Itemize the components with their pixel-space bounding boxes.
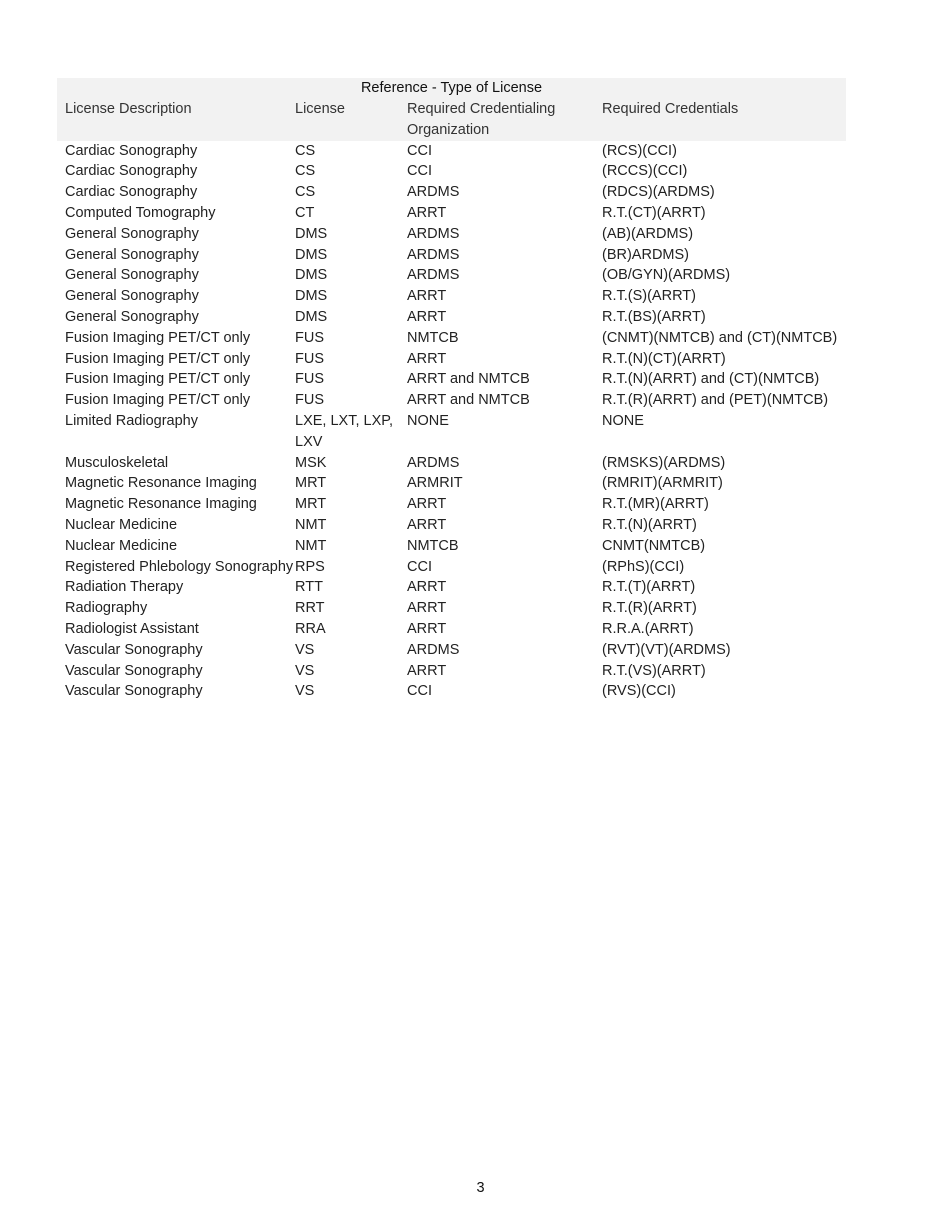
table-row <box>57 536 846 557</box>
cell-description: Radiography <box>65 600 148 617</box>
cell-description: Vascular Sonography <box>65 641 203 658</box>
table-row <box>57 598 846 619</box>
cell-credentials: R.T.(VS)(ARRT) <box>602 662 706 679</box>
cell-license: MRT <box>295 475 327 492</box>
cell-description: General Sonography <box>65 308 199 325</box>
cell-license: VS <box>295 641 315 658</box>
cell-license: FUS <box>295 392 324 409</box>
table-row <box>57 307 846 328</box>
table-row <box>57 661 846 682</box>
cell-credentials: R.R.A.(ARRT) <box>602 620 694 637</box>
cell-organization: ARRT <box>407 350 447 367</box>
column-header-row <box>57 99 846 141</box>
cell-credentials: R.T.(CT)(ARRT) <box>602 204 706 221</box>
cell-credentials: (RVS)(CCI) <box>602 683 676 700</box>
table-row <box>57 640 846 661</box>
cell-license: DMS <box>295 288 328 305</box>
cell-organization: ARRT <box>407 516 447 533</box>
cell-organization: CCI <box>407 163 432 180</box>
cell-license: VS <box>295 683 315 700</box>
cell-credentials: (RVT)(VT)(ARDMS) <box>602 641 731 658</box>
table-row <box>57 494 846 515</box>
cell-description: Fusion Imaging PET/CT only <box>65 350 251 367</box>
cell-organization: ARRT and NMTCB <box>407 392 530 409</box>
cell-credentials: (RMSKS)(ARDMS) <box>602 454 726 471</box>
cell-description: Radiologist Assistant <box>65 620 199 637</box>
cell-description: Registered Phlebology Sonography <box>65 558 294 575</box>
cell-credentials: R.T.(N)(ARRT) <box>602 516 697 533</box>
cell-credentials: R.T.(T)(ARRT) <box>602 579 696 596</box>
cell-organization: ARRT <box>407 288 447 305</box>
table-row <box>57 515 846 536</box>
cell-organization: CCI <box>407 142 432 159</box>
cell-description: General Sonography <box>65 225 199 242</box>
cell-description: Radiation Therapy <box>65 579 184 596</box>
cell-description: Fusion Imaging PET/CT only <box>65 329 251 346</box>
cell-organization: ARDMS <box>407 454 460 471</box>
cell-credentials: (CNMT)(NMTCB) and (CT)(NMTCB) <box>602 329 838 346</box>
cell-description: Vascular Sonography <box>65 662 203 679</box>
cell-organization: NMTCB <box>407 537 459 554</box>
table-row <box>57 245 846 266</box>
cell-license: CS <box>295 163 316 180</box>
cell-credentials: (RDCS)(ARDMS) <box>602 184 715 201</box>
table-title: Reference - Type of License <box>360 80 543 96</box>
cell-license: MRT <box>295 496 327 513</box>
cell-license: FUS <box>295 329 324 346</box>
cell-license: NMT <box>295 537 327 554</box>
cell-organization: ARDMS <box>407 641 460 658</box>
cell-organization: ARRT <box>407 620 447 637</box>
cell-description: General Sonography <box>65 267 199 284</box>
table-row <box>57 577 846 598</box>
table-row <box>57 349 846 370</box>
cell-credentials: NONE <box>602 412 644 429</box>
cell-description: Nuclear Medicine <box>65 516 178 533</box>
cell-license: FUS <box>295 350 324 367</box>
cell-license: CT <box>295 204 315 221</box>
cell-organization: ARRT <box>407 662 447 679</box>
table-body <box>57 141 846 703</box>
license-reference-table <box>57 78 846 702</box>
table-row <box>57 161 846 182</box>
cell-organization: ARRT and NMTCB <box>407 371 530 388</box>
cell-organization: ARDMS <box>407 225 460 242</box>
column-header-organization: Required Credentialing Organization <box>407 101 556 138</box>
cell-credentials: R.T.(BS)(ARRT) <box>602 308 706 325</box>
page-number: 3 <box>476 1180 485 1196</box>
cell-organization: ARRT <box>407 308 447 325</box>
cell-description: Cardiac Sonography <box>65 142 198 159</box>
cell-description: Fusion Imaging PET/CT only <box>65 371 251 388</box>
table-row <box>57 453 846 474</box>
cell-organization: ARMRIT <box>407 475 463 492</box>
table-row <box>57 557 846 578</box>
table-row <box>57 369 846 390</box>
table-row <box>57 473 846 494</box>
table-row <box>57 265 846 286</box>
column-header-credentials: Required Credentials <box>602 101 739 117</box>
cell-description: Limited Radiography <box>65 412 198 429</box>
cell-credentials: R.T.(N)(ARRT) and (CT)(NMTCB) <box>602 371 820 388</box>
column-header-description: License Description <box>65 101 192 117</box>
cell-organization: ARDMS <box>407 184 460 201</box>
cell-credentials: (RCCS)(CCI) <box>602 163 688 180</box>
cell-credentials: CNMT(NMTCB) <box>602 537 706 554</box>
cell-description: Cardiac Sonography <box>65 184 198 201</box>
cell-license: NMT <box>295 516 327 533</box>
cell-credentials: (OB/GYN)(ARDMS) <box>602 267 731 284</box>
cell-license: DMS <box>295 308 328 325</box>
cell-credentials: R.T.(R)(ARRT) <box>602 600 697 617</box>
cell-license: LXE, LXT, LXP, LXV <box>295 412 394 450</box>
cell-license: DMS <box>295 267 328 284</box>
cell-credentials: (RCS)(CCI) <box>602 142 677 159</box>
cell-license: MSK <box>295 454 327 471</box>
cell-credentials: R.T.(S)(ARRT) <box>602 288 696 305</box>
cell-license: RPS <box>295 558 325 575</box>
cell-description: General Sonography <box>65 246 199 263</box>
cell-credentials: (RMRIT)(ARMRIT) <box>602 475 723 492</box>
cell-license: DMS <box>295 225 328 242</box>
cell-description: Magnetic Resonance Imaging <box>65 496 257 513</box>
cell-license: VS <box>295 662 315 679</box>
table-row <box>57 224 846 245</box>
table-row <box>57 141 846 162</box>
cell-organization: NMTCB <box>407 329 459 346</box>
table-header <box>57 78 846 141</box>
cell-organization: ARRT <box>407 204 447 221</box>
cell-description: Vascular Sonography <box>65 683 203 700</box>
table-row <box>57 681 846 702</box>
cell-description: General Sonography <box>65 288 199 305</box>
cell-license: RRA <box>295 620 326 637</box>
cell-description: Cardiac Sonography <box>65 163 198 180</box>
table-row <box>57 286 846 307</box>
column-header-license: License <box>295 101 345 117</box>
cell-credentials: (AB)(ARDMS) <box>602 225 694 242</box>
cell-organization: CCI <box>407 558 432 575</box>
table-row <box>57 411 846 453</box>
cell-description: Computed Tomography <box>65 204 216 221</box>
cell-organization: ARDMS <box>407 246 460 263</box>
cell-organization: CCI <box>407 683 432 700</box>
table-row <box>57 390 846 411</box>
cell-credentials: R.T.(MR)(ARRT) <box>602 496 709 513</box>
cell-credentials: (BR)ARDMS) <box>602 246 689 263</box>
cell-credentials: R.T.(R)(ARRT) and (PET)(NMTCB) <box>602 392 829 409</box>
table-row <box>57 619 846 640</box>
cell-description: Fusion Imaging PET/CT only <box>65 392 251 409</box>
cell-description: Nuclear Medicine <box>65 537 178 554</box>
table-row <box>57 182 846 203</box>
cell-organization: ARRT <box>407 600 447 617</box>
cell-credentials: (RPhS)(CCI) <box>602 558 685 575</box>
cell-license: FUS <box>295 371 324 388</box>
cell-license: RRT <box>295 600 325 617</box>
table-row <box>57 203 846 224</box>
cell-organization: ARRT <box>407 496 447 513</box>
cell-credentials: R.T.(N)(CT)(ARRT) <box>602 350 726 367</box>
cell-license: RTT <box>295 579 323 596</box>
cell-organization: ARRT <box>407 579 447 596</box>
cell-organization: NONE <box>407 412 449 429</box>
cell-description: Magnetic Resonance Imaging <box>65 475 257 492</box>
table-row <box>57 328 846 349</box>
cell-license: CS <box>295 142 316 159</box>
cell-description: Musculoskeletal <box>65 454 169 471</box>
cell-license: DMS <box>295 246 328 263</box>
cell-organization: ARDMS <box>407 267 460 284</box>
cell-license: CS <box>295 184 316 201</box>
